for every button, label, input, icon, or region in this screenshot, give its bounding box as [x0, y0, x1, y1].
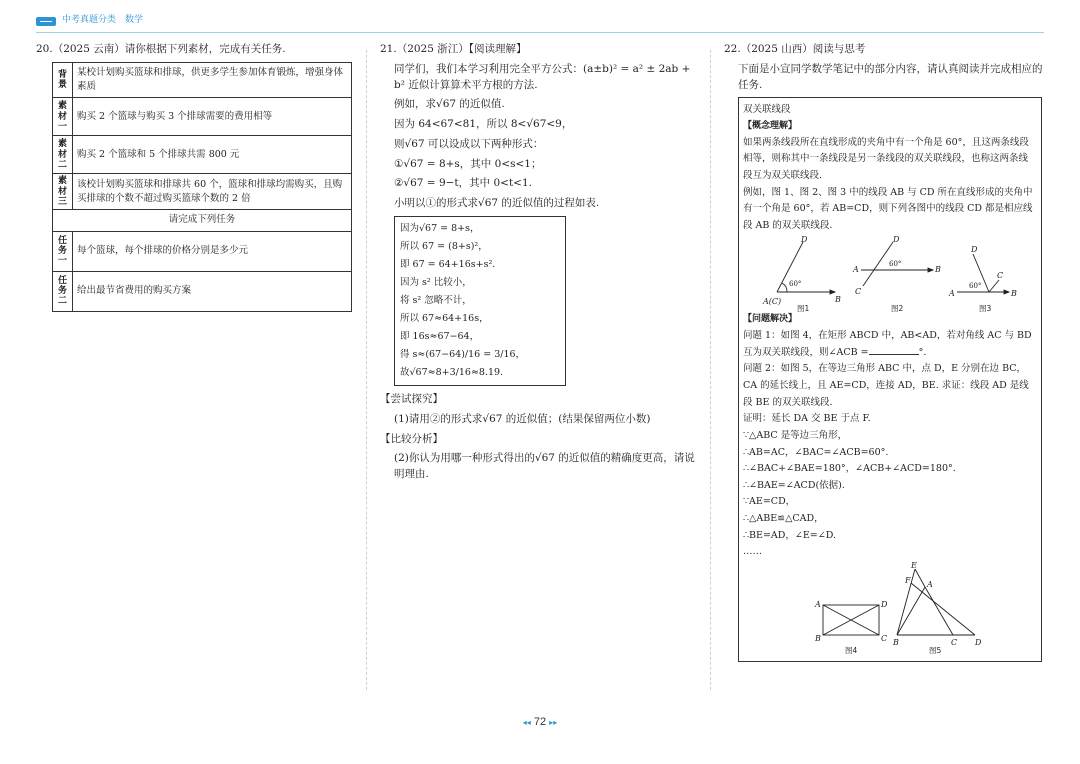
row-text: 该校计划购买篮球和排球共 60 个，篮球和排球均需购买，且购买排球的个数不超过购买篮球个数的 2 倍	[73, 174, 352, 210]
fig5-label-d: D	[975, 637, 982, 647]
question-22	[724, 42, 1044, 662]
fig1-label-d: D	[801, 235, 808, 245]
q21-try-text: (1)请用②的形式求√67 的近似值；(结果保留两位小数)	[394, 412, 651, 425]
fig1-caption: 图1	[797, 304, 810, 313]
fig2-caption: 图2	[891, 304, 904, 313]
q22-notes-box	[738, 97, 1042, 662]
figure-set-2-svg	[743, 561, 1039, 657]
row-text: 每个篮球，每个排球的价格分别是多少元	[73, 231, 352, 271]
box-line: 即 16s≈67−64，	[400, 331, 480, 343]
proof-line: ∵△ABC 是等边三角形，	[743, 429, 848, 441]
q21-compare-text: (2)你认为用哪一种形式得出的√67 的近似值的精确度更高，请说明理由.	[394, 452, 695, 481]
q20-table	[52, 62, 352, 312]
row-label: 任务一	[53, 231, 73, 271]
fig1-label-b: B	[835, 295, 841, 305]
fig2-label-a: A	[853, 265, 859, 275]
fig1-angle: 60°	[789, 280, 802, 289]
box-line: 所以 67≈64+16s，	[400, 312, 489, 324]
proof-line: ∴∠BAC+∠BAE=180°，∠ACB+∠ACD=180°.	[743, 463, 956, 475]
page-number-bar	[0, 714, 1080, 731]
fig3-label-b: B	[1011, 289, 1017, 299]
table-row	[53, 98, 352, 136]
q22-intro: 下面是小宣同学数学笔记中的部分内容，请认真阅读并完成相应的任务.	[738, 62, 1043, 91]
fig3-extension	[989, 280, 999, 292]
problem-1-text: 问题 1：如图 4，在矩形 ABCD 中，AB<AD，若对角线 AC 与 BD 互为双关联线段，则∠ACB =	[743, 330, 1032, 358]
fig1-label-ac: A(C)	[763, 297, 782, 307]
figure-set-svg	[743, 234, 1039, 312]
prev-arrows-icon: ◂◂	[522, 718, 531, 727]
q22-title: 22.（2025 山西）阅读与思考	[724, 43, 866, 55]
header-text: 中考真题分类 数学	[62, 15, 144, 26]
fig4-caption: 图4	[845, 645, 858, 655]
table-row	[53, 62, 352, 98]
fig2-arrow	[928, 268, 933, 272]
fig3-angle: 60°	[969, 282, 982, 291]
figures-1-3	[743, 234, 1037, 312]
header-rule	[36, 32, 1044, 33]
box-line: 故√67≈8+3/16≈8.19.	[400, 367, 504, 379]
figures-4-5	[743, 561, 1037, 657]
q21-compare-heading: 【比较分析】	[380, 432, 443, 445]
table-row	[53, 136, 352, 174]
q21-form2: ②√67 = 9−t，其中 0<t<1.	[394, 177, 532, 190]
column-divider-2	[710, 50, 711, 690]
fig5-label-c: C	[951, 637, 958, 647]
row-text: 某校计划购买篮球和排球，供更多学生参加体育锻炼，增强身体素质	[73, 62, 352, 98]
fig5-segment-df	[911, 583, 975, 635]
row-label: 素材二	[53, 136, 73, 174]
problem-2: 问题 2：如图 5，在等边三角形 ABC 中，点 D，E 分别在边 BC，CA 的延长线上，且 AE=CD，连接 AD，BE. 求证：线段 AD 是线段 BE 的双关联线段.	[743, 363, 1029, 408]
problem-heading: 【问题解决】	[743, 314, 798, 325]
q21-form1: ①√67 = 8+s，其中 0<s<1；	[394, 157, 542, 170]
fig4-label-d: D	[881, 599, 888, 609]
fig1-arrow	[830, 290, 835, 294]
box-line: 因为√67 = 8+s，	[400, 222, 480, 234]
question-20	[36, 42, 352, 312]
fig4-label-c: C	[881, 633, 888, 643]
fig3-arrow	[1004, 290, 1009, 294]
q21-process: 小明以①的形式求√67 的近似值的过程如表.	[394, 197, 600, 209]
table-row	[53, 271, 352, 311]
fig4-label-a: A	[815, 599, 821, 609]
fig1-angle-arc	[782, 283, 787, 292]
proof-line: ∴△ABE≌△CAD，	[743, 513, 824, 524]
fig5-label-a: A	[927, 579, 933, 589]
fig3-label-a: A	[949, 289, 955, 299]
table-row	[53, 231, 352, 271]
q20-title: 20.（2025 云南）请你根据下列素材，完成有关任务.	[36, 43, 286, 55]
page-number: 72	[533, 716, 547, 728]
fig2-angle: 60°	[889, 260, 902, 269]
q21-then: 则√67 可以设成以下两种形式：	[394, 137, 544, 150]
concept-text: 如果两条线段所在直线形成的夹角中有一个角是 60°，且这两条线段相等，则称其中一条线段是另一条线段的双关联线段，也称这两条线段互为双关联线段.	[743, 136, 1029, 181]
next-arrows-icon: ▸▸	[549, 718, 558, 727]
brand-logo-icon	[36, 17, 56, 26]
fig3-label-c: C	[997, 271, 1004, 281]
row-label: 背景	[53, 62, 73, 98]
box-line: 所以 67 = (8+s)²，	[400, 240, 488, 252]
row-text: 购买 2 个篮球和 5 个排球共需 800 元	[73, 136, 352, 174]
fig2-label-d: D	[893, 235, 900, 245]
fig5-extension-ae	[915, 569, 925, 587]
proof-line: ∴AB=AC，∠BAC=∠ACB=60°.	[743, 446, 889, 458]
fig3-label-d: D	[971, 245, 978, 255]
q21-process-box	[394, 216, 566, 386]
proof-line: ∴BE=AD，∠E=∠D.	[743, 529, 837, 541]
row-text: 购买 2 个篮球与购买 3 个排球需要的费用相等	[73, 98, 352, 136]
page-header	[36, 14, 143, 28]
fig4-label-b: B	[815, 633, 821, 643]
column-divider-1	[366, 50, 367, 690]
fig5-label-b: B	[893, 637, 899, 647]
proof-line: ∴∠BAE=∠ACD(依据).	[743, 479, 845, 491]
row-text: 给出最节省费用的购买方案	[73, 271, 352, 311]
proof-line: ∵AE=CD，	[743, 496, 796, 508]
notes-title: 双关联线段	[743, 104, 791, 116]
q21-try-heading: 【尝试探究】	[380, 393, 443, 406]
box-line: 因为 s² 比较小，	[400, 276, 472, 288]
problem-1	[743, 328, 1037, 361]
fig2-label-b: B	[935, 265, 941, 275]
answer-blank[interactable]	[869, 345, 919, 355]
row-label: 任务二	[53, 271, 73, 311]
row-label: 素材一	[53, 98, 73, 136]
table-row	[53, 210, 352, 231]
problem-1-unit: °.	[918, 346, 927, 358]
box-line: 将 s² 忽略不计，	[400, 294, 472, 306]
example-text: 例如，图 1、图 2、图 3 中的线段 AB 与 CD 所在直线形成的夹角中有一个角是 60°，若 AB=CD，则下列各图中的线段 CD 都是相应线段 AB 的双关联线段.	[743, 186, 1033, 231]
q21-title: 21.（2025 浙江）【阅读理解】	[380, 43, 527, 55]
task-header: 请完成下列任务	[53, 210, 352, 231]
fig3-caption: 图3	[979, 304, 992, 313]
box-line: 得 s≈(67−64)/16 = 3/16，	[400, 349, 526, 361]
q21-example: 例如，求√67 的近似值.	[394, 98, 505, 111]
q21-because: 因为 64<67<81，所以 8<√67<9，	[394, 118, 573, 130]
fig5-label-e: E	[911, 560, 917, 570]
fig5-side-ac	[925, 587, 953, 635]
box-line: 即 67 = 64+16s+s².	[400, 258, 496, 270]
proof-line: ……	[743, 546, 762, 558]
proof-line: 证明：延长 DA 交 BE 于点 F.	[743, 413, 871, 425]
fig2-label-c: C	[855, 287, 862, 297]
fig5-side-ba	[897, 587, 925, 635]
concept-heading: 【概念理解】	[743, 120, 798, 131]
fig5-label-f: F	[905, 575, 911, 585]
q21-intro: 同学们，我们本学习利用完全平方公式：(a±b)² = a² ± 2ab + b² 近似计算算术平方根的方法.	[394, 62, 691, 91]
table-row	[53, 174, 352, 210]
fig5-caption: 图5	[929, 645, 942, 655]
question-21	[380, 42, 700, 487]
row-label: 素材三	[53, 174, 73, 210]
